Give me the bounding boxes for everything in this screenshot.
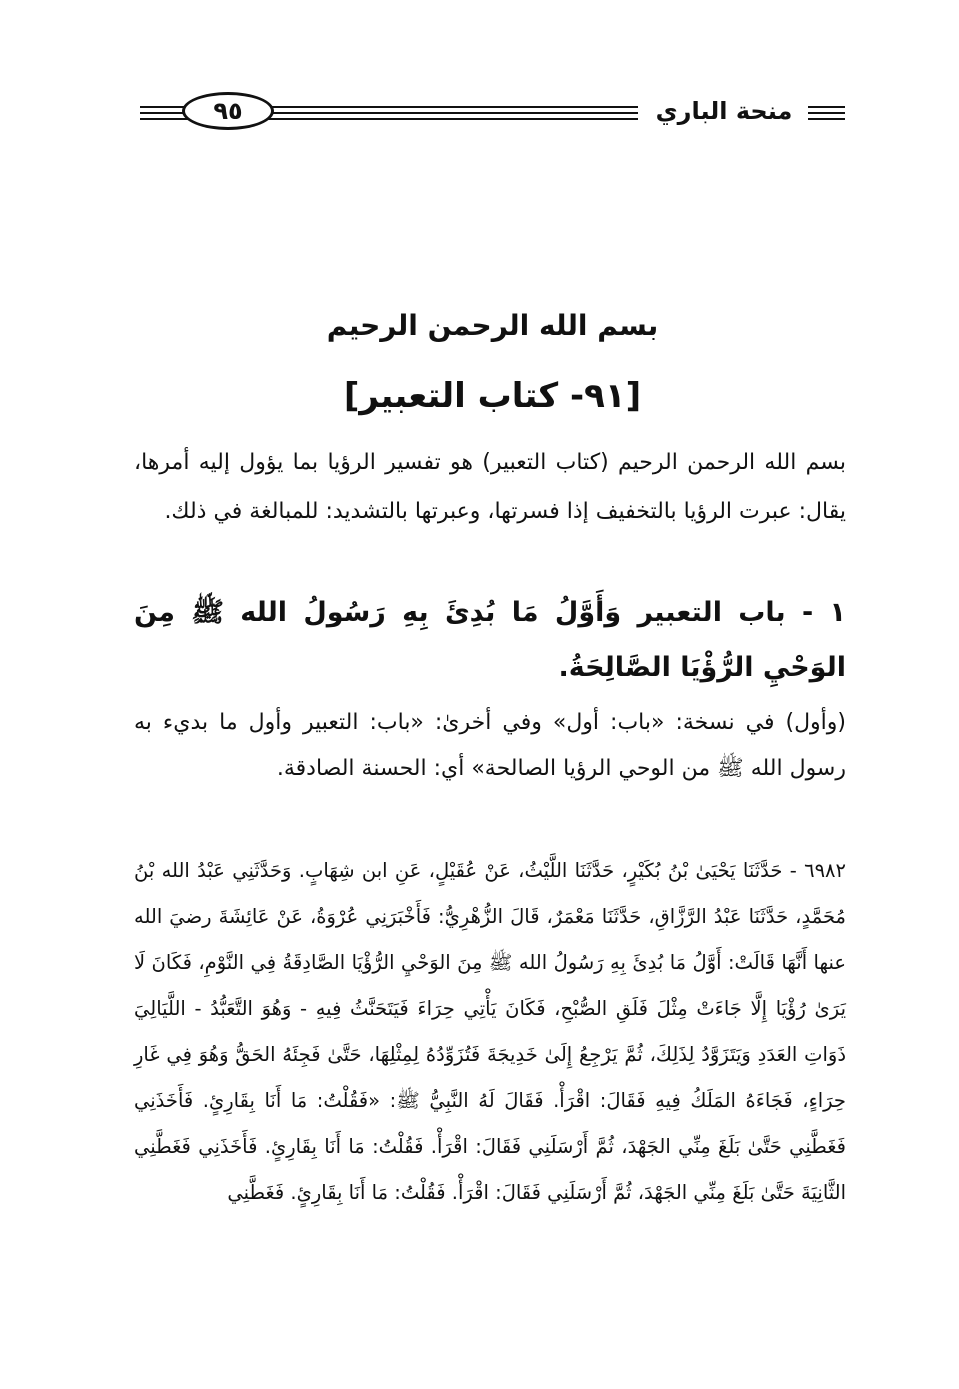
note-paragraph: (وأول) في نسخة: «باب: أول» وفي أخرىٰ: «باب: التعبير وأول ما بديء به رسول الله ﷺ من الوحي الرؤيا الصالحة» أي: الحسنة الصادقة. <box>134 710 846 781</box>
hadith-text: ٦٩٨٢ - حَدَّثَنَا يَحْيَىٰ بْنُ بُكَيْرٍ، حَدَّثَنَا اللَّيْثُ، عَنْ عُقَيْلٍ، عَنِ ابن شِهَابٍ. وَحَدَّثَنِي عَبْدُ الله بْنُ مُحَمَّدٍ، حَدَّثَنَا عَبْدُ الرَّزَّاقِ، حَدَّثَنَا مَعْمَرٌ، قَالَ الزُّهْرِيُّ: فَأَخْبَرَنِي عُرْوَةُ، عَنْ عَائِشَةَ رضيَ الله عنها أَنَّهَا قَالَتْ: أَوَّلُ مَا بُدِئَ بِهِ رَسُولُ الله ﷺ مِنَ الوَحْيِ الرُّؤْيَا الصَّادِقَةُ فِي النَّوْمِ، فَكَانَ لَا يَرَىٰ رُؤْيَا إِلَّا جَاءَتْ مِثْلَ فَلَقِ الصُّبْحِ، فَكَانَ يَأْتِي حِرَاءَ فَيَتَحَنَّثُ فِيهِ - وَهُوَ التَّعَبُّدُ - اللَّيَالِيَ ذَوَاتِ العَدَدِ وَيَتَزَوَّدُ لِذَلِكَ، ثُمَّ يَرْجِعُ إِلَىٰ خَدِيجَةَ فَتُزَوِّدُهُ لِمِثْلِهَا، حَتَّىٰ فَجِئَهُ الحَقُّ وَهُوَ فِي غَارِ حِرَاءٍ، فَجَاءَهُ المَلَكُ فِيهِ فَقَالَ: اقْرَأْ. فَقَالَ لَهُ النَّبِيُّ ﷺ: «فَقُلْتُ: مَا أَنَا بِقَارِئٍ. فَأَخَذَنِي فَغَطَّنِي حَتَّىٰ بَلَغَ مِنِّي الجَهْدَ، ثُمَّ أَرْسَلَنِي فَقَالَ: اقْرَأْ. فَقُلْتُ: مَا أَنَا بِقَارِئٍ. فَأَخَذَنِي فَغَطَّنِي الثَّانِيَةَ حَتَّىٰ بَلَغَ مِنِّي الجَهْدَ، ثُمَّ أَرْسَلَنِي فَقَالَ: اقْرَأْ. فَقُلْتُ: مَا أَنَا بِقَارِئٍ. فَغَطَّنِي <box>134 859 846 1204</box>
kitab-title: [٩١- كتاب التعبير] <box>343 376 642 416</box>
running-header <box>140 92 845 136</box>
book-title: منحة الباري <box>655 97 793 125</box>
intro-paragraph: بسم الله الرحمن الرحيم (كتاب التعبير) هو تفسير الرؤيا بما يؤول إليه أمرها، يقال: عبرت الرؤيا بالتخفيف إذا فسرتها، وعبرتها بالتشديد: للمبالغة في ذلك. <box>134 450 846 524</box>
header-rule <box>808 112 845 114</box>
header-rule <box>260 112 638 114</box>
page-number: ٩٥ <box>213 97 243 125</box>
header-rule <box>808 106 845 108</box>
header-rule <box>260 106 638 108</box>
header-rule <box>808 118 845 120</box>
page-number-oval <box>182 92 274 130</box>
header-rule <box>260 118 638 120</box>
basmala: بسم الله الرحمن الرحيم <box>326 309 659 342</box>
bab-heading: ١ - باب التعبير وَأَوَّلُ مَا بُدِئَ بِهِ رَسُولُ الله ﷺ مِنَ الوَحْيِ الرُّؤْيَا الصَّالِحَةُ. <box>134 597 846 683</box>
